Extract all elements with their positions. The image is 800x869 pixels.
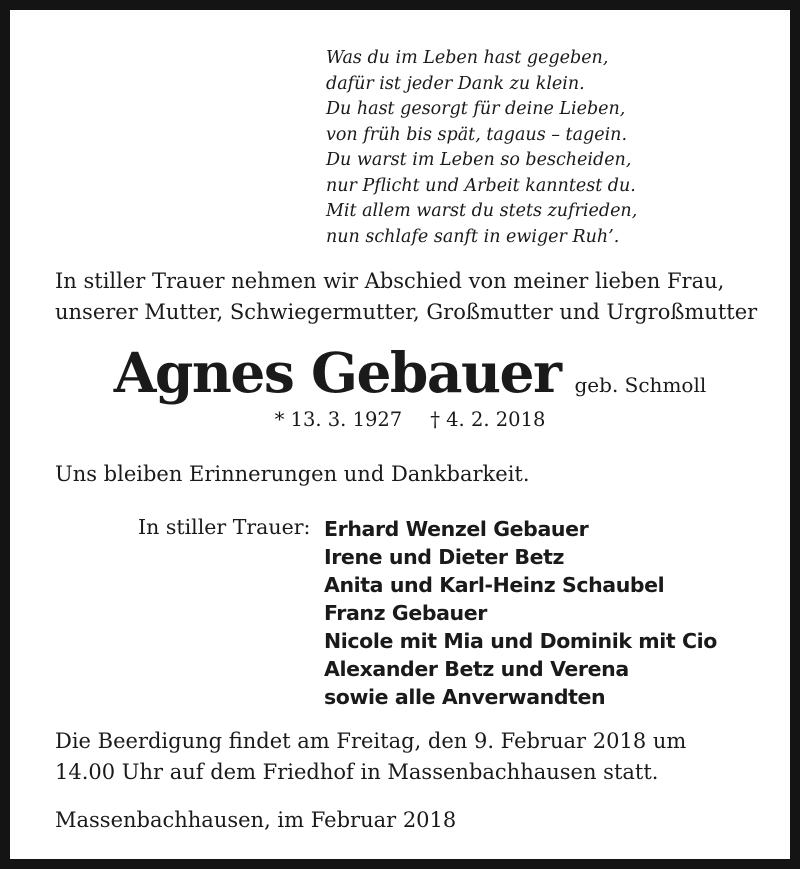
poem-line: Du warst im Leben so bescheiden, — [326, 150, 632, 170]
poem-line: von früh bis spät, tagaus – tagein. — [326, 124, 628, 145]
mourners-list — [324, 515, 717, 711]
mourners-label: In stiller Trauer: — [138, 515, 311, 539]
intro-line: unserer Mutter, Schwiegermutter, Großmutter und Urgroßmutter — [55, 300, 758, 324]
life-dates — [10, 408, 800, 431]
mourner-name: Franz Gebauer — [324, 601, 487, 625]
poem-line: Was du im Leben hast gegeben, — [326, 48, 609, 68]
poem-line: nun schlafe sanft in ewiger Ruh’. — [326, 226, 620, 247]
funeral-line: 14.00 Uhr auf dem Friedhof in Massenbachhausen statt. — [55, 760, 659, 784]
funeral-line: Die Beerdigung findet am Freitag, den 9. Februar 2018 um — [55, 729, 687, 753]
poem-line: Mit allem warst du stets zufrieden, — [326, 201, 638, 221]
deceased-heading — [10, 340, 800, 406]
mourner-name: Anita und Karl-Heinz Schaubel — [324, 573, 665, 597]
deceased-name: Agnes Gebauer — [113, 340, 561, 405]
mourner-name: Erhard Wenzel Gebauer — [324, 517, 589, 541]
place-and-date: Massenbachhausen, im Februar 2018 — [55, 808, 457, 832]
maiden-name: geb. Schmoll — [574, 373, 707, 397]
mourner-name: Alexander Betz und Verena — [324, 657, 629, 681]
memorial-poem — [326, 46, 637, 250]
funeral-info — [55, 726, 686, 788]
memory-line: Uns bleiben Erinnerungen und Dankbarkeit. — [55, 462, 530, 486]
birth-date: * 13. 3. 1927 — [274, 408, 403, 431]
poem-line: nur Pflicht und Arbeit kanntest du. — [326, 175, 636, 196]
mourner-name: sowie alle Anverwandten — [324, 685, 606, 709]
mourner-name: Nicole mit Mia und Dominik mit Cio — [324, 629, 717, 653]
death-date: † 4. 2. 2018 — [430, 408, 546, 431]
intro-text — [55, 266, 757, 328]
poem-line: Du hast gesorgt für deine Lieben, — [326, 99, 626, 119]
intro-line: In stiller Trauer nehmen wir Abschied von meiner lieben Frau, — [55, 269, 725, 293]
mourner-name: Irene und Dieter Betz — [324, 545, 565, 569]
poem-line: dafür ist jeder Dank zu klein. — [326, 73, 585, 94]
